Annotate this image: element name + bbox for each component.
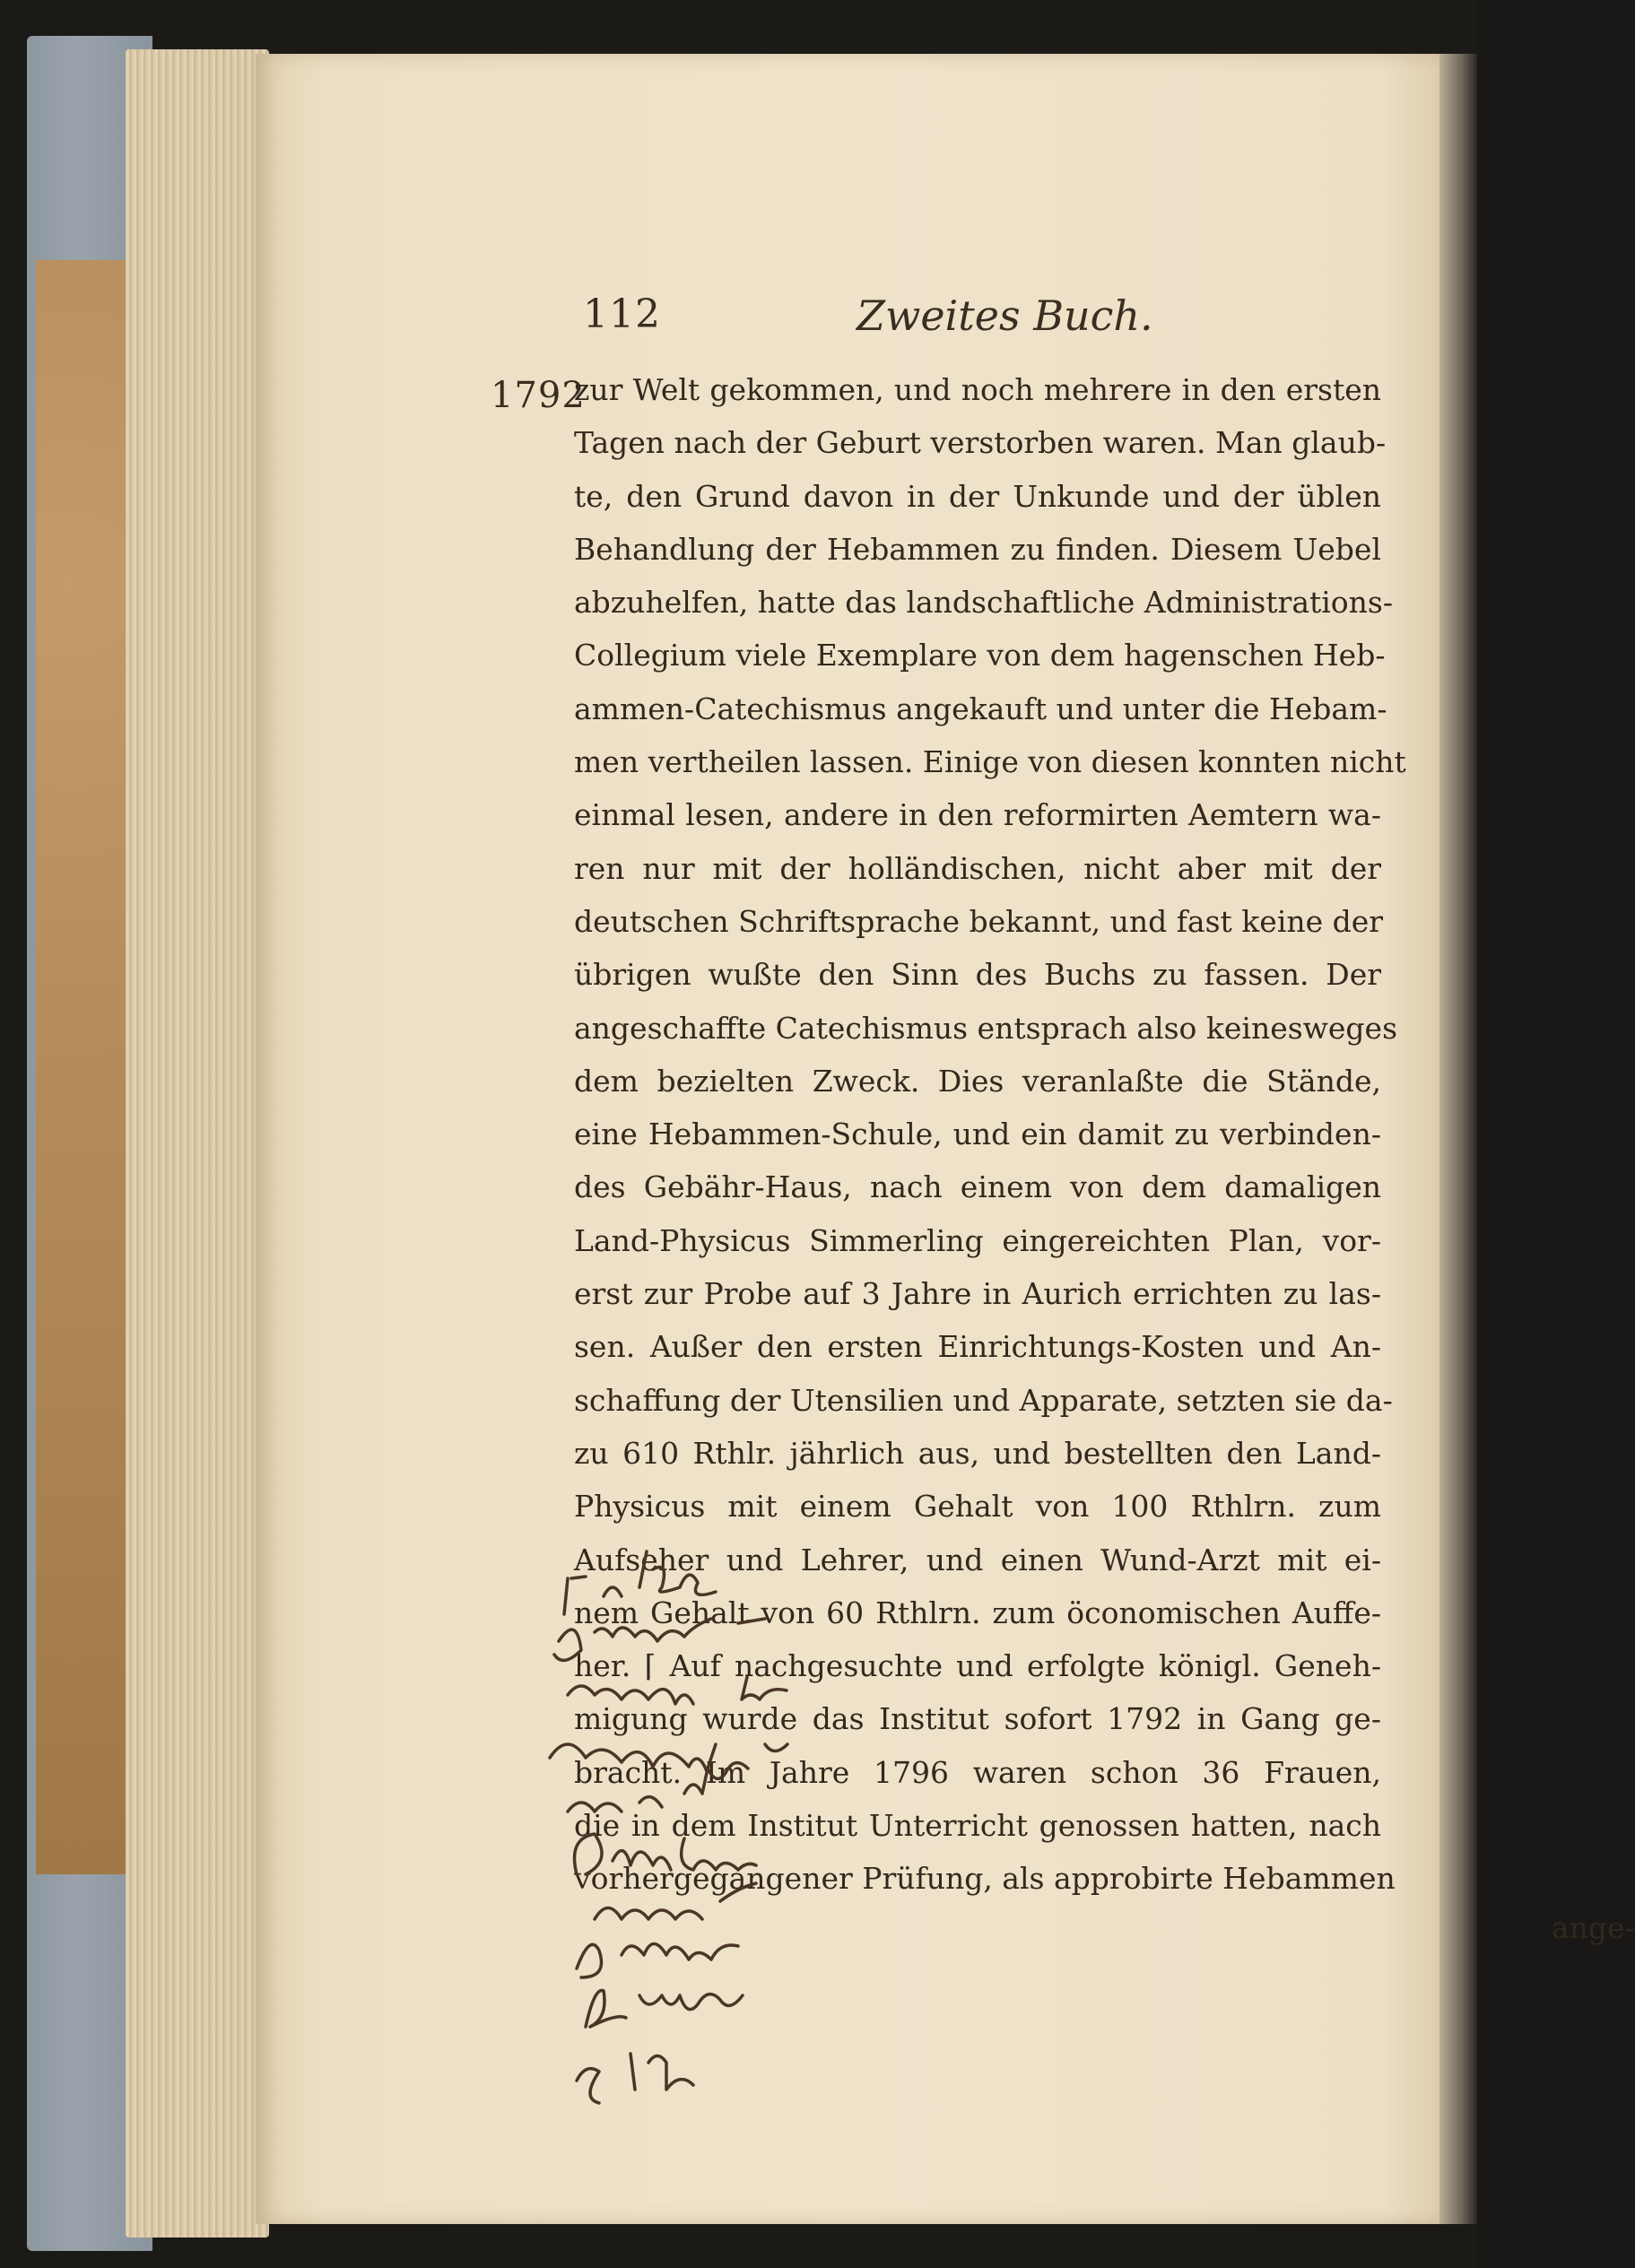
text-line: einmal lesen, andere in den reformirten Aemtern wa-	[574, 797, 1381, 833]
text-line: men vertheilen lassen. Einige von diesen konnten nicht	[574, 744, 1406, 780]
page-number: 112	[583, 291, 661, 337]
margin-year: 1792	[491, 375, 586, 416]
handwriting-drawing	[541, 1542, 837, 2045]
text-line: eine Hebammen-Schule, und ein damit zu verbinden-	[574, 1117, 1381, 1152]
text-line: dem bezielten Zweck. Dies veranlaßte die Stände,	[574, 1063, 1381, 1099]
text-line: erst zur Probe auf 3 Jahre in Aurich errichten zu las-	[574, 1276, 1381, 1312]
text-line: zur Welt gekommen, und noch mehrere in den ersten	[574, 372, 1381, 407]
text-line: ammen-Catechismus angekauft und unter die Hebam-	[574, 691, 1387, 726]
catchword: ange-	[1552, 1910, 1635, 1945]
text-line: te, den Grund davon in der Unkunde und der üblen	[574, 478, 1381, 514]
text-line: bracht. Im Jahre 1796 waren schon 36 Frauen,	[574, 1754, 1381, 1790]
text-line: des Gebähr-Haus, nach einem von dem damaligen	[574, 1169, 1381, 1205]
text-line: Aufseher und Lehrer, und einen Wund-Arzt mit ei-	[574, 1542, 1381, 1577]
text-line: nem Gehalt von 60 Rthlrn. zum öconomischen Auffe-	[574, 1595, 1381, 1630]
text-line: zu 610 Rthlr. jährlich aus, und bestellten den Land-	[574, 1435, 1381, 1471]
text-line: Tagen nach der Geburt verstorben waren. Man glaub-	[574, 425, 1387, 461]
handwritten-marginal-note	[541, 1542, 837, 2045]
text-line: Physicus mit einem Gehalt von 100 Rthlrn. zum	[574, 1489, 1381, 1525]
running-head: Zweites Buch.	[857, 291, 1153, 340]
text-line: vorhergegangener Prüfung, als approbirte Hebammen	[574, 1861, 1396, 1897]
text-line: deutschen Schriftsprache bekannt, und fast keine der	[574, 903, 1384, 939]
page-gutter-shadow	[1439, 54, 1477, 2224]
text-line: Collegium viele Exemplare von dem hagenschen Heb-	[574, 638, 1386, 673]
text-line: sen. Außer den ersten Einrichtungs-Kosten und An-	[574, 1329, 1381, 1365]
text-line: her. ⌈ Auf nachgesuchte und erfolgte königl. Geneh-	[574, 1648, 1381, 1684]
text-line: Behandlung der Hebammen zu finden. Diesem Uebel	[574, 531, 1381, 567]
text-line: schaffung der Utensilien und Apparate, setzten sie da-	[574, 1382, 1393, 1418]
text-line: übrigen wußte den Sinn des Buchs zu fassen. Der	[574, 957, 1381, 993]
text-line: angeschaffte Catechismus entsprach also keinesweges	[574, 1010, 1398, 1046]
page-header	[256, 291, 1439, 345]
text-line: Land-Physicus Simmerling eingereichten Plan, vor-	[574, 1222, 1381, 1258]
text-line: ren nur mit der holländischen, nicht aber mit der	[574, 850, 1381, 886]
book-page	[256, 54, 1635, 2224]
text-line: migung wurde das Institut sofort 1792 in Gang ge-	[574, 1701, 1381, 1737]
text-line: die in dem Institut Unterricht genossen hatten, nach	[574, 1808, 1381, 1844]
text-line: abzuhelfen, hatte das landschaftliche Administrations-	[574, 585, 1394, 621]
page-edges	[126, 49, 269, 2238]
